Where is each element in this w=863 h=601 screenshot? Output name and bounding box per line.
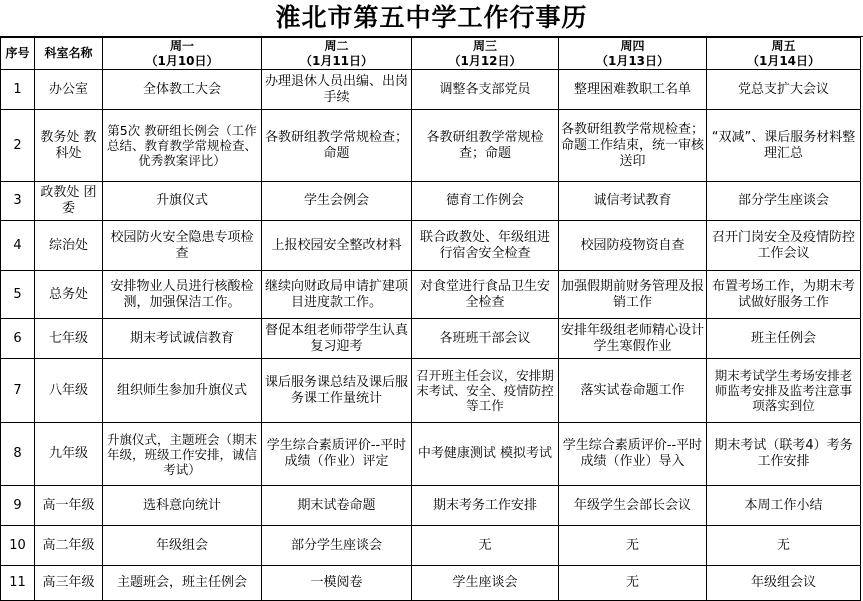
task-cell: 选科意向统计: [103, 486, 262, 526]
task-cell: 继续向财政局申请扩建项目进度款工作。: [262, 271, 412, 319]
task-cell: 召开班主任会议，安排期末考试、安全、疫情防控等工作: [412, 359, 559, 423]
task-cell: 部分学生座谈会: [707, 182, 861, 221]
task-cell: 安排物业人员进行核酸检测，加强保洁工作。: [103, 271, 262, 319]
row-dept: 办公室: [35, 70, 103, 110]
table-row: [1, 423, 861, 486]
task-cell: 无: [412, 526, 559, 566]
day-name: 周二: [324, 38, 349, 53]
row-index: 5: [1, 271, 35, 319]
header-day-fri: [707, 38, 861, 70]
task-cell: 本周工作小结: [707, 486, 861, 526]
header-day-thu: [559, 38, 707, 70]
header-dept: 科室名称: [35, 38, 103, 70]
row-dept: 政教处 团 委: [35, 182, 103, 221]
task-cell: 期末试卷命题: [262, 486, 412, 526]
task-cell: 各教研组教学常规检查；命题: [412, 110, 559, 182]
table-row: [1, 110, 861, 182]
task-cell: 各教研组教学常规检查；命题: [262, 110, 412, 182]
task-cell: 全体教工大会: [103, 70, 262, 110]
task-cell: 办理退休人员出编、出岗手续: [262, 70, 412, 110]
task-cell: 期末考务工作安排: [412, 486, 559, 526]
row-dept: 八年级: [35, 359, 103, 423]
task-cell: 督促本组老师带学生认真复习迎考: [262, 319, 412, 359]
task-cell: 召开门岗安全及疫情防控工作会议: [707, 221, 861, 271]
row-index: 6: [1, 319, 35, 359]
task-cell: 无: [559, 566, 707, 601]
task-cell: 学生综合素质评价--平时成绩（作业）评定: [262, 423, 412, 486]
task-cell: 校园防火安全隐患专项检查: [103, 221, 262, 271]
day-date: （1月10日）: [145, 53, 219, 68]
table-row: [1, 221, 861, 271]
row-index: 1: [1, 70, 35, 110]
task-cell: 一模阅卷: [262, 566, 412, 601]
row-index: 11: [1, 566, 35, 601]
task-cell: 学生综合素质评价--平时成绩（作业）导入: [559, 423, 707, 486]
row-dept: 总务处: [35, 271, 103, 319]
day-date: （1月13日）: [595, 53, 670, 68]
task-cell: 各班班干部会议: [412, 319, 559, 359]
row-dept: 教务处 教科处: [35, 110, 103, 182]
task-cell: 整理困难教职工名单: [559, 70, 707, 110]
task-cell: 对食堂进行食品卫生安全检查: [412, 271, 559, 319]
row-dept: 综治处: [35, 221, 103, 271]
task-cell: 期末考试（联考4）考务工作安排: [707, 423, 861, 486]
schedule-table: [0, 37, 861, 601]
task-cell: 加强假期前财务管理及报销工作: [559, 271, 707, 319]
task-cell: 学生座谈会: [412, 566, 559, 601]
task-cell: 各教研组教学常规检查；命题工作结束，统一审核送印: [559, 110, 707, 182]
task-cell: 学生会例会: [262, 182, 412, 221]
task-cell: 党总支扩大会议: [707, 70, 861, 110]
task-cell: 无: [559, 526, 707, 566]
task-cell: 年级学生会部长会议: [559, 486, 707, 526]
task-cell: 主题班会，班主任例会: [103, 566, 262, 601]
task-cell: 安排年级组老师精心设计学生寒假作业: [559, 319, 707, 359]
task-cell: 期末考试学生考场安排老师监考安排及监考注意事项落实到位: [707, 359, 861, 423]
task-cell: 中考健康测试 模拟考试: [412, 423, 559, 486]
row-dept: 高二年级: [35, 526, 103, 566]
table-row: [1, 359, 861, 423]
header-index: 序号: [1, 38, 35, 70]
row-index: 3: [1, 182, 35, 221]
task-cell: 课后服务课总结及课后服务课工作量统计: [262, 359, 412, 423]
table-row: [1, 566, 861, 601]
table-row: [1, 526, 861, 566]
task-cell: 第5次 教研组长例会（工作总结、教育教学常规检查、优秀教案评比）: [103, 110, 262, 182]
day-name: 周三: [472, 38, 497, 53]
task-cell: “双减”、课后服务材料整理汇总: [707, 110, 861, 182]
task-cell: 组织师生参加升旗仪式: [103, 359, 262, 423]
task-cell: 德育工作例会: [412, 182, 559, 221]
day-name: 周五: [771, 38, 796, 53]
row-index: 8: [1, 423, 35, 486]
header-day-mon: [103, 38, 262, 70]
task-cell: 落实试卷命题工作: [559, 359, 707, 423]
header-day-tue: [262, 38, 412, 70]
day-date: （1月14日）: [746, 53, 821, 68]
task-cell: 升旗仪式，主题班会（期末年级，班级工作安排，诚信考试）: [103, 423, 262, 486]
task-cell: 期末考试诚信教育: [103, 319, 262, 359]
row-index: 10: [1, 526, 35, 566]
task-cell: 上报校园安全整改材料: [262, 221, 412, 271]
task-cell: 年级组会: [103, 526, 262, 566]
day-name: 周一: [169, 38, 194, 53]
task-cell: 联合政教处、年级组进行宿舍安全检查: [412, 221, 559, 271]
task-cell: 升旗仪式: [103, 182, 262, 221]
task-cell: 年级组会议: [707, 566, 861, 601]
row-index: 4: [1, 221, 35, 271]
row-dept: 七年级: [35, 319, 103, 359]
task-cell: 校园防疫物资自查: [559, 221, 707, 271]
task-cell: 调整各支部党员: [412, 70, 559, 110]
task-cell: 诚信考试教育: [559, 182, 707, 221]
table-row: [1, 271, 861, 319]
task-cell: 布置考场工作，为期末考试做好服务工作: [707, 271, 861, 319]
table-row: [1, 486, 861, 526]
day-date: （1月11日）: [299, 53, 374, 68]
header-day-wed: [412, 38, 559, 70]
task-cell: 部分学生座谈会: [262, 526, 412, 566]
row-index: 2: [1, 110, 35, 182]
table-row: [1, 319, 861, 359]
row-index: 9: [1, 486, 35, 526]
header-row: [1, 38, 861, 70]
row-dept: 高三年级: [35, 566, 103, 601]
row-dept: 高一年级: [35, 486, 103, 526]
page-title: 淮北市第五中学工作行事历: [0, 0, 863, 37]
row-dept: 九年级: [35, 423, 103, 486]
table-row: [1, 182, 861, 221]
table-row: [1, 70, 861, 110]
day-date: （1月12日）: [448, 53, 522, 68]
task-cell: 无: [707, 526, 861, 566]
day-name: 周四: [620, 38, 645, 53]
row-index: 7: [1, 359, 35, 423]
task-cell: 班主任例会: [707, 319, 861, 359]
